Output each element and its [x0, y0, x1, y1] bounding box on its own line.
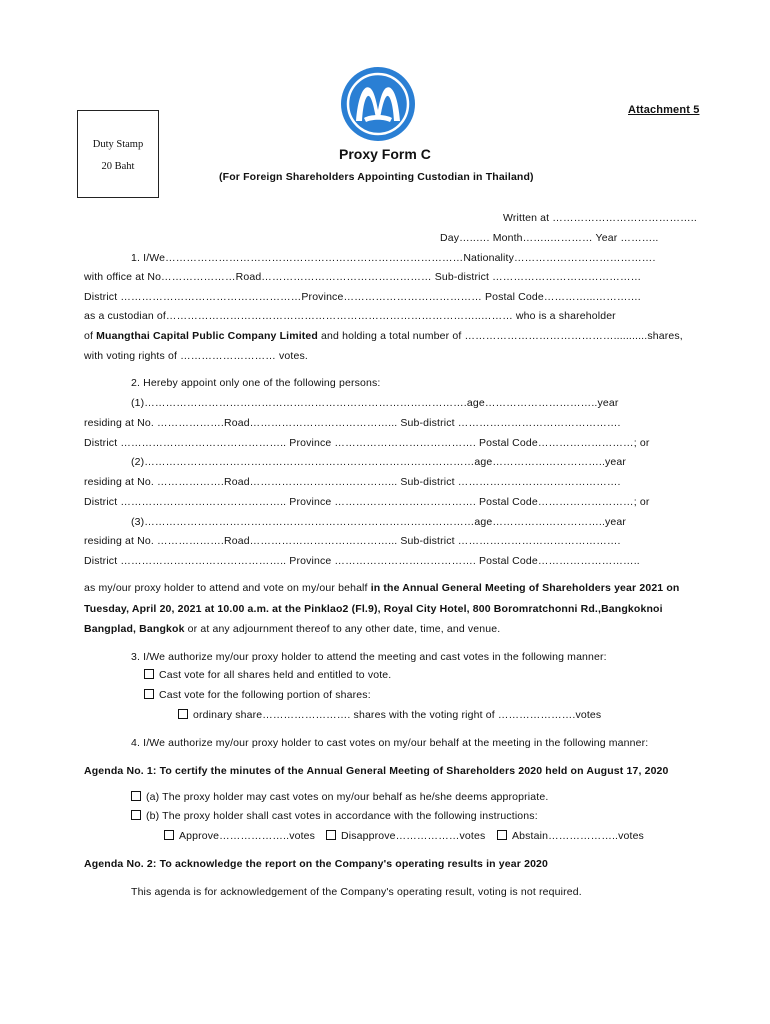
agenda-1-option-a[interactable] — [131, 791, 548, 803]
disapprove-checkbox[interactable] — [326, 830, 336, 840]
date-field[interactable]: Day…..…. Month……..………… Year ……….. — [440, 232, 659, 244]
authorize-manner-intro: 3. I/We authorize my/our proxy holder to attend the meeting and cast votes in the following manner: — [131, 651, 607, 663]
vote-all-shares-option[interactable] — [144, 669, 391, 681]
agenda-1-option-b-checkbox[interactable] — [131, 810, 141, 820]
approve-label: Approve………………..votes — [179, 830, 316, 842]
agenda-2-note: This agenda is for acknowledgement of the Company's operating result, voting is not required. — [131, 886, 582, 898]
agenda-1-option-b-label: (b) The proxy holder shall cast votes in accordance with the following instructions: — [146, 810, 538, 822]
agenda-1-title: Agenda No. 1: To certify the minutes of the Annual General Meeting of Shareholders 2020 held on August 17, 2020 — [84, 765, 669, 777]
shareholding-prefix: of — [84, 330, 97, 342]
attachment-label: Attachment 5 — [628, 104, 700, 116]
proxy-1-district-field[interactable]: District ……………………………………….. Province …………………………………. Postal Code………………………; or — [84, 437, 650, 449]
proxy-2-district-field[interactable]: District ……………………………………….. Province …………………………………. Postal Code………………………; or — [84, 496, 650, 508]
voting-rights-field[interactable]: with voting rights of ……………………… votes. — [84, 350, 308, 362]
agenda-1-disapprove[interactable] — [326, 830, 485, 842]
company-name: Muangthai Capital Public Company Limited — [96, 330, 318, 342]
vote-portion-label: Cast vote for the following portion of shares: — [159, 689, 371, 701]
proxy-2-name-field[interactable]: (2)…………………………………………………………………………………age…………………………..year — [131, 456, 627, 468]
meeting-name: in the Annual General Meeting of Shareholders year 2021 on — [370, 582, 680, 594]
proxy-1-name-field[interactable]: (1)……………………………………………………………………………….age…………………………..year — [131, 397, 619, 409]
meeting-text: as my/our proxy holder to attend and vote on my/our behalf — [84, 582, 371, 594]
abstain-checkbox[interactable] — [497, 830, 507, 840]
agenda-1-option-a-label: (a) The proxy holder may cast votes on my/our behalf as he/she deems appropriate. — [146, 791, 549, 803]
duty-stamp-box — [77, 110, 159, 198]
stamp-amount: 20 Baht — [101, 161, 135, 172]
authorize-behalf-intro: 4. I/We authorize my/our proxy holder to cast votes on my/our behalf at the meeting in the following manner: — [131, 737, 649, 749]
proxy-3-name-field[interactable]: (3)…………………………………………………………………………………age…………………………..year — [131, 516, 627, 528]
office-address-field[interactable]: with office at No…………………Road………………………………………… Sub-district …………………………………… — [84, 271, 642, 283]
meeting-line-3 — [84, 623, 500, 635]
page-subtitle: (For Foreign Shareholders Appointing Custodian in Thailand) — [219, 171, 534, 183]
ordinary-share-checkbox[interactable] — [178, 709, 188, 719]
proxy-3-address-field[interactable]: residing at No. ……………….Road…………………………………... Sub-district ………………………………………. — [84, 535, 621, 547]
ordinary-share-option[interactable] — [178, 709, 601, 721]
meeting-venue: Tuesday, April 20, 2021 at 10.00 a.m. at the Pinklao2 (Fl.9), Royal City Hotel, 800 Boromratchonni Rd.,Bangkoknoi — [84, 603, 663, 615]
abstain-label: Abstain………………..votes — [512, 830, 644, 842]
vote-all-checkbox[interactable] — [144, 669, 154, 679]
shareholding-suffix: and holding a total number of ……………………………………...........shares, — [317, 330, 683, 342]
meeting-location: Bangplad, Bangkok — [84, 623, 185, 635]
name-nationality-field[interactable]: 1. I/We…………………………………………………………………………Nationality…………………………………. — [131, 252, 656, 264]
agenda-1-abstain[interactable] — [497, 830, 644, 842]
agenda-2-title: Agenda No. 2: To acknowledge the report on the Company's operating results in year 2020 — [84, 858, 549, 870]
approve-checkbox[interactable] — [164, 830, 174, 840]
meeting-line-1 — [84, 582, 680, 594]
proxy-1-address-field[interactable]: residing at No. ……………….Road…………………………………... Sub-district ………………………………………. — [84, 417, 621, 429]
custodian-field[interactable]: as a custodian of……………………………………………………………………………..……… who is a shareholder — [84, 310, 616, 322]
disapprove-label: Disapprove………………votes — [341, 830, 486, 842]
stamp-label: Duty Stamp — [92, 139, 144, 150]
proxy-3-district-field[interactable]: District ……………………………………….. Province …………………………………. Postal Code……………………….. — [84, 555, 640, 567]
company-logo — [340, 66, 416, 142]
office-district-field[interactable]: District ……………………………………………Province………………………………… Postal Code…………...……….… — [84, 291, 642, 303]
ordinary-share-label: ordinary share……………………. shares with the voting right of ………………….votes — [193, 709, 602, 721]
vote-portion-checkbox[interactable] — [144, 689, 154, 699]
shareholding-line[interactable] — [84, 330, 683, 342]
page-title: Proxy Form C — [339, 146, 431, 162]
agenda-1-option-a-checkbox[interactable] — [131, 791, 141, 801]
agenda-1-option-b[interactable] — [131, 810, 538, 822]
proxy-2-address-field[interactable]: residing at No. ……………….Road…………………………………... Sub-district ………………………………………. — [84, 476, 621, 488]
agenda-1-approve[interactable] — [164, 830, 315, 842]
adjournment-text: or at any adjournment thereof to any other date, time, and venue. — [184, 623, 501, 635]
vote-portion-option[interactable] — [144, 689, 371, 701]
written-at-field[interactable]: Written at ………………………………….. — [503, 212, 697, 224]
appoint-intro: 2. Hereby appoint only one of the following persons: — [131, 377, 381, 389]
vote-all-label: Cast vote for all shares held and entitled to vote. — [159, 669, 392, 681]
